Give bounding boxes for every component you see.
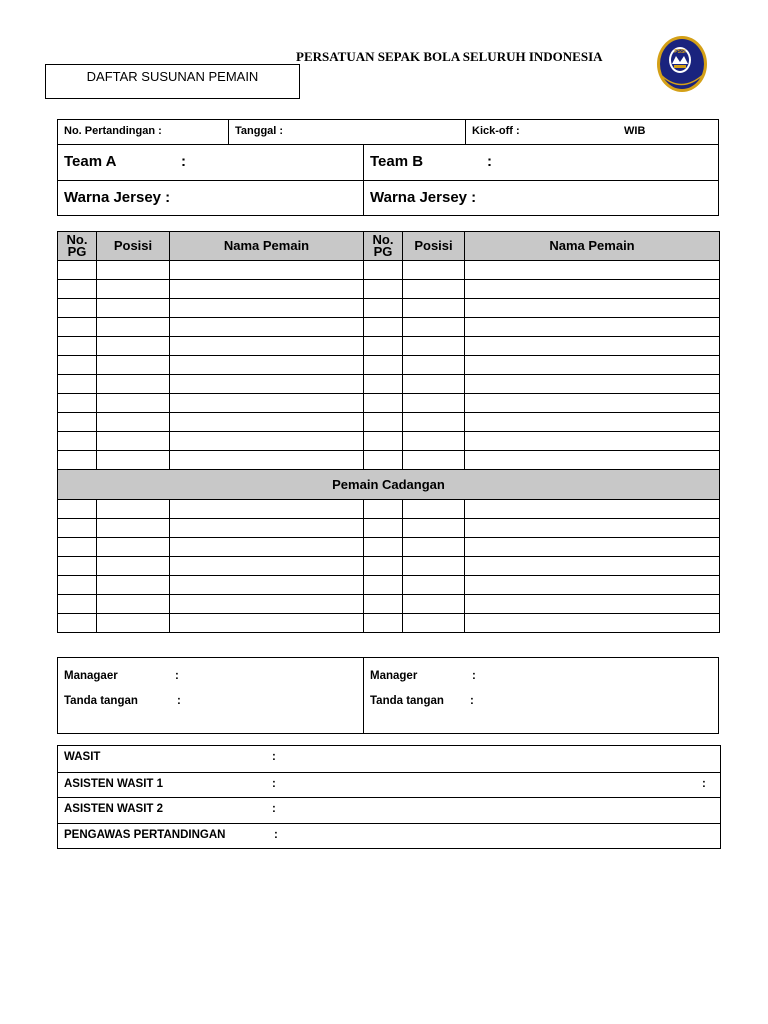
no-pg-b-cell[interactable]: [364, 576, 403, 595]
posisi-a-cell[interactable]: [97, 432, 170, 451]
team-a-label: Team A: [64, 153, 117, 170]
player-row: [58, 375, 720, 394]
player-row: [58, 451, 720, 470]
team-b-colon: :: [487, 153, 492, 170]
no-pg-a-cell[interactable]: [58, 451, 97, 470]
posisi-a-cell[interactable]: [97, 576, 170, 595]
no-pg-a-cell[interactable]: [58, 318, 97, 337]
assistant-1-end-colon: :: [702, 777, 706, 790]
wib-label: WIB: [624, 125, 646, 137]
no-pg-a-cell[interactable]: [58, 299, 97, 318]
match-number-label: No. Pertandingan :: [58, 120, 229, 144]
nama-b-cell[interactable]: [465, 576, 720, 595]
referee-row: [58, 746, 720, 772]
signature-b-label: Tanda tangan: [370, 695, 444, 707]
player-row: [58, 413, 720, 432]
substitute-row: [58, 557, 720, 576]
assistant-1-label: ASISTEN WASIT 1: [64, 777, 164, 790]
no-pg-b-cell[interactable]: [364, 299, 403, 318]
starting-players-body: [58, 261, 720, 470]
substitutes-header-row: [58, 470, 720, 500]
match-commissioner-label: PENGAWAS PERTANDINGAN: [64, 828, 226, 841]
posisi-b-cell[interactable]: [403, 394, 465, 413]
no-pg-a-cell[interactable]: [58, 261, 97, 280]
col-nama-b: Nama Pemain: [465, 232, 720, 261]
no-pg-a-cell[interactable]: [58, 557, 97, 576]
posisi-b-cell[interactable]: [403, 538, 465, 557]
col-no-pg-b: No. PG: [364, 232, 403, 261]
manager-a-colon: :: [175, 670, 179, 682]
posisi-a-cell[interactable]: [97, 614, 170, 633]
nama-b-cell[interactable]: [465, 299, 720, 318]
no-pg-b-cell[interactable]: [364, 500, 403, 519]
assistant-2-colon: :: [272, 803, 276, 815]
nama-a-cell[interactable]: [170, 500, 364, 519]
col-posisi-a: Posisi: [97, 232, 170, 261]
signature-a-colon: :: [177, 695, 181, 707]
officials-box: [57, 745, 721, 849]
nama-b-cell[interactable]: [465, 413, 720, 432]
posisi-b-cell[interactable]: [403, 519, 465, 538]
no-pg-a-cell[interactable]: [58, 394, 97, 413]
no-pg-a-cell[interactable]: [58, 413, 97, 432]
posisi-b-cell[interactable]: [403, 595, 465, 614]
assistant-1-row: [58, 772, 720, 798]
no-pg-b-cell[interactable]: [364, 432, 403, 451]
kickoff-cell: [466, 120, 718, 144]
no-pg-b-cell[interactable]: [364, 519, 403, 538]
posisi-b-cell[interactable]: [403, 576, 465, 595]
nama-b-cell[interactable]: [465, 500, 720, 519]
no-pg-a-cell[interactable]: [58, 375, 97, 394]
nama-a-cell[interactable]: [170, 519, 364, 538]
no-pg-a-cell[interactable]: [58, 614, 97, 633]
no-pg-b-cell[interactable]: [364, 375, 403, 394]
jersey-a-cell: [58, 181, 364, 215]
no-pg-b-cell[interactable]: [364, 356, 403, 375]
manager-box: [57, 657, 719, 734]
nama-b-cell[interactable]: [465, 432, 720, 451]
jersey-a-label: Warna Jersey :: [64, 189, 171, 206]
player-row: [58, 337, 720, 356]
posisi-b-cell[interactable]: [403, 413, 465, 432]
no-pg-b-cell[interactable]: [364, 280, 403, 299]
no-pg-a-cell[interactable]: [58, 432, 97, 451]
nama-b-cell[interactable]: [465, 261, 720, 280]
posisi-a-cell[interactable]: [97, 261, 170, 280]
posisi-a-cell[interactable]: [97, 356, 170, 375]
no-pg-a-cell[interactable]: [58, 500, 97, 519]
nama-a-cell[interactable]: [170, 318, 364, 337]
posisi-b-cell[interactable]: [403, 451, 465, 470]
nama-a-cell[interactable]: [170, 356, 364, 375]
nama-b-cell[interactable]: [465, 595, 720, 614]
table-header-row: [58, 232, 720, 261]
no-pg-b-cell[interactable]: [364, 413, 403, 432]
posisi-b-cell[interactable]: [403, 375, 465, 394]
posisi-a-cell[interactable]: [97, 299, 170, 318]
player-row: [58, 356, 720, 375]
no-pg-a-cell[interactable]: [58, 576, 97, 595]
jersey-b-label: Warna Jersey :: [370, 189, 477, 206]
match-commissioner-colon: :: [274, 828, 278, 841]
posisi-a-cell[interactable]: [97, 394, 170, 413]
substitute-row: [58, 576, 720, 595]
posisi-a-cell[interactable]: [97, 280, 170, 299]
no-pg-a-cell[interactable]: [58, 280, 97, 299]
nama-b-cell[interactable]: [465, 375, 720, 394]
organization-title: PERSATUAN SEPAK BOLA SELURUH INDONESIA: [296, 49, 603, 64]
no-pg-b-cell[interactable]: [364, 394, 403, 413]
nama-a-cell[interactable]: [170, 432, 364, 451]
player-row: [58, 318, 720, 337]
nama-a-cell[interactable]: [170, 614, 364, 633]
nama-b-cell[interactable]: [465, 394, 720, 413]
nama-a-cell[interactable]: [170, 538, 364, 557]
posisi-a-cell[interactable]: [97, 500, 170, 519]
posisi-b-cell[interactable]: [403, 432, 465, 451]
manager-b-label: Manager: [370, 670, 418, 682]
team-b-label: Team B: [370, 153, 424, 170]
assistant-2-label: ASISTEN WASIT 2: [64, 803, 164, 815]
posisi-a-cell[interactable]: [97, 557, 170, 576]
player-row: [58, 394, 720, 413]
posisi-a-cell[interactable]: [97, 595, 170, 614]
player-row: [58, 432, 720, 451]
assistant-2-row: [58, 797, 720, 823]
substitute-row: [58, 500, 720, 519]
jersey-b-cell: [364, 181, 718, 215]
nama-b-cell[interactable]: [465, 337, 720, 356]
assistant-1-colon: :: [272, 777, 276, 790]
nama-a-cell[interactable]: [170, 595, 364, 614]
posisi-b-cell[interactable]: [403, 337, 465, 356]
no-pg-b-cell[interactable]: [364, 614, 403, 633]
referee-colon: :: [272, 751, 276, 763]
nama-a-cell[interactable]: [170, 557, 364, 576]
nama-b-cell[interactable]: [465, 519, 720, 538]
manager-a-cell: [58, 658, 364, 733]
player-row: [58, 280, 720, 299]
nama-b-cell[interactable]: [465, 280, 720, 299]
signature-b-colon: :: [470, 695, 474, 707]
posisi-b-cell[interactable]: [403, 280, 465, 299]
posisi-a-cell[interactable]: [97, 451, 170, 470]
nama-b-cell[interactable]: [465, 557, 720, 576]
nama-b-cell[interactable]: [465, 318, 720, 337]
signature-a-label: Tanda tangan: [64, 695, 138, 707]
manager-b-colon: :: [472, 670, 476, 682]
no-pg-a-cell[interactable]: [58, 538, 97, 557]
manager-b-cell: [364, 658, 718, 733]
nama-a-cell[interactable]: [170, 451, 364, 470]
nama-a-cell[interactable]: [170, 375, 364, 394]
posisi-b-cell[interactable]: [403, 299, 465, 318]
posisi-a-cell[interactable]: [97, 375, 170, 394]
nama-b-cell[interactable]: [465, 614, 720, 633]
posisi-b-cell[interactable]: [403, 614, 465, 633]
no-pg-a-cell[interactable]: [58, 595, 97, 614]
no-pg-b-cell[interactable]: [364, 538, 403, 557]
posisi-a-cell[interactable]: [97, 519, 170, 538]
nama-a-cell[interactable]: [170, 337, 364, 356]
team-a-colon: :: [181, 153, 186, 170]
nama-b-cell[interactable]: [465, 356, 720, 375]
posisi-b-cell[interactable]: [403, 500, 465, 519]
posisi-b-cell[interactable]: [403, 261, 465, 280]
pssi-futsal-logo: [652, 34, 716, 94]
posisi-a-cell[interactable]: [97, 538, 170, 557]
substitute-row: [58, 614, 720, 633]
no-pg-b-cell[interactable]: [364, 557, 403, 576]
no-pg-a-cell[interactable]: [58, 356, 97, 375]
nama-a-cell[interactable]: [170, 576, 364, 595]
no-pg-b-cell[interactable]: [364, 318, 403, 337]
posisi-b-cell[interactable]: [403, 356, 465, 375]
no-pg-a-cell[interactable]: [58, 519, 97, 538]
player-row: [58, 299, 720, 318]
posisi-a-cell[interactable]: [97, 413, 170, 432]
no-pg-b-cell[interactable]: [364, 451, 403, 470]
nama-b-cell[interactable]: [465, 451, 720, 470]
substitute-row: [58, 538, 720, 557]
manager-a-label: Managaer: [64, 670, 118, 682]
date-label: Tanggal :: [229, 120, 466, 144]
posisi-b-cell[interactable]: [403, 318, 465, 337]
document-title: DAFTAR SUSUNAN PEMAIN: [45, 64, 300, 99]
posisi-a-cell[interactable]: [97, 337, 170, 356]
substitute-row: [58, 519, 720, 538]
posisi-b-cell[interactable]: [403, 557, 465, 576]
nama-a-cell[interactable]: [170, 299, 364, 318]
nama-a-cell[interactable]: [170, 261, 364, 280]
nama-a-cell[interactable]: [170, 280, 364, 299]
substitutes-label: Pemain Cadangan: [58, 470, 720, 500]
no-pg-b-cell[interactable]: [364, 261, 403, 280]
no-pg-a-cell[interactable]: [58, 337, 97, 356]
logo-text: PSSI: [674, 49, 686, 55]
team-a-cell: [58, 145, 364, 180]
nama-a-cell[interactable]: [170, 394, 364, 413]
substitute-players-body: [58, 500, 720, 633]
col-no-pg-a: No. PG: [58, 232, 97, 261]
team-b-cell: [364, 145, 718, 180]
col-nama-a: Nama Pemain: [170, 232, 364, 261]
col-posisi-b: Posisi: [403, 232, 465, 261]
nama-b-cell[interactable]: [465, 538, 720, 557]
player-row: [58, 261, 720, 280]
match-info-box: [57, 119, 719, 216]
kickoff-label: Kick-off :: [472, 125, 520, 137]
no-pg-b-cell[interactable]: [364, 337, 403, 356]
referee-label: WASIT: [64, 751, 101, 763]
no-pg-b-cell[interactable]: [364, 595, 403, 614]
substitute-row: [58, 595, 720, 614]
nama-a-cell[interactable]: [170, 413, 364, 432]
match-commissioner-row: [58, 823, 720, 849]
player-lineup-table: [57, 231, 720, 633]
posisi-a-cell[interactable]: [97, 318, 170, 337]
